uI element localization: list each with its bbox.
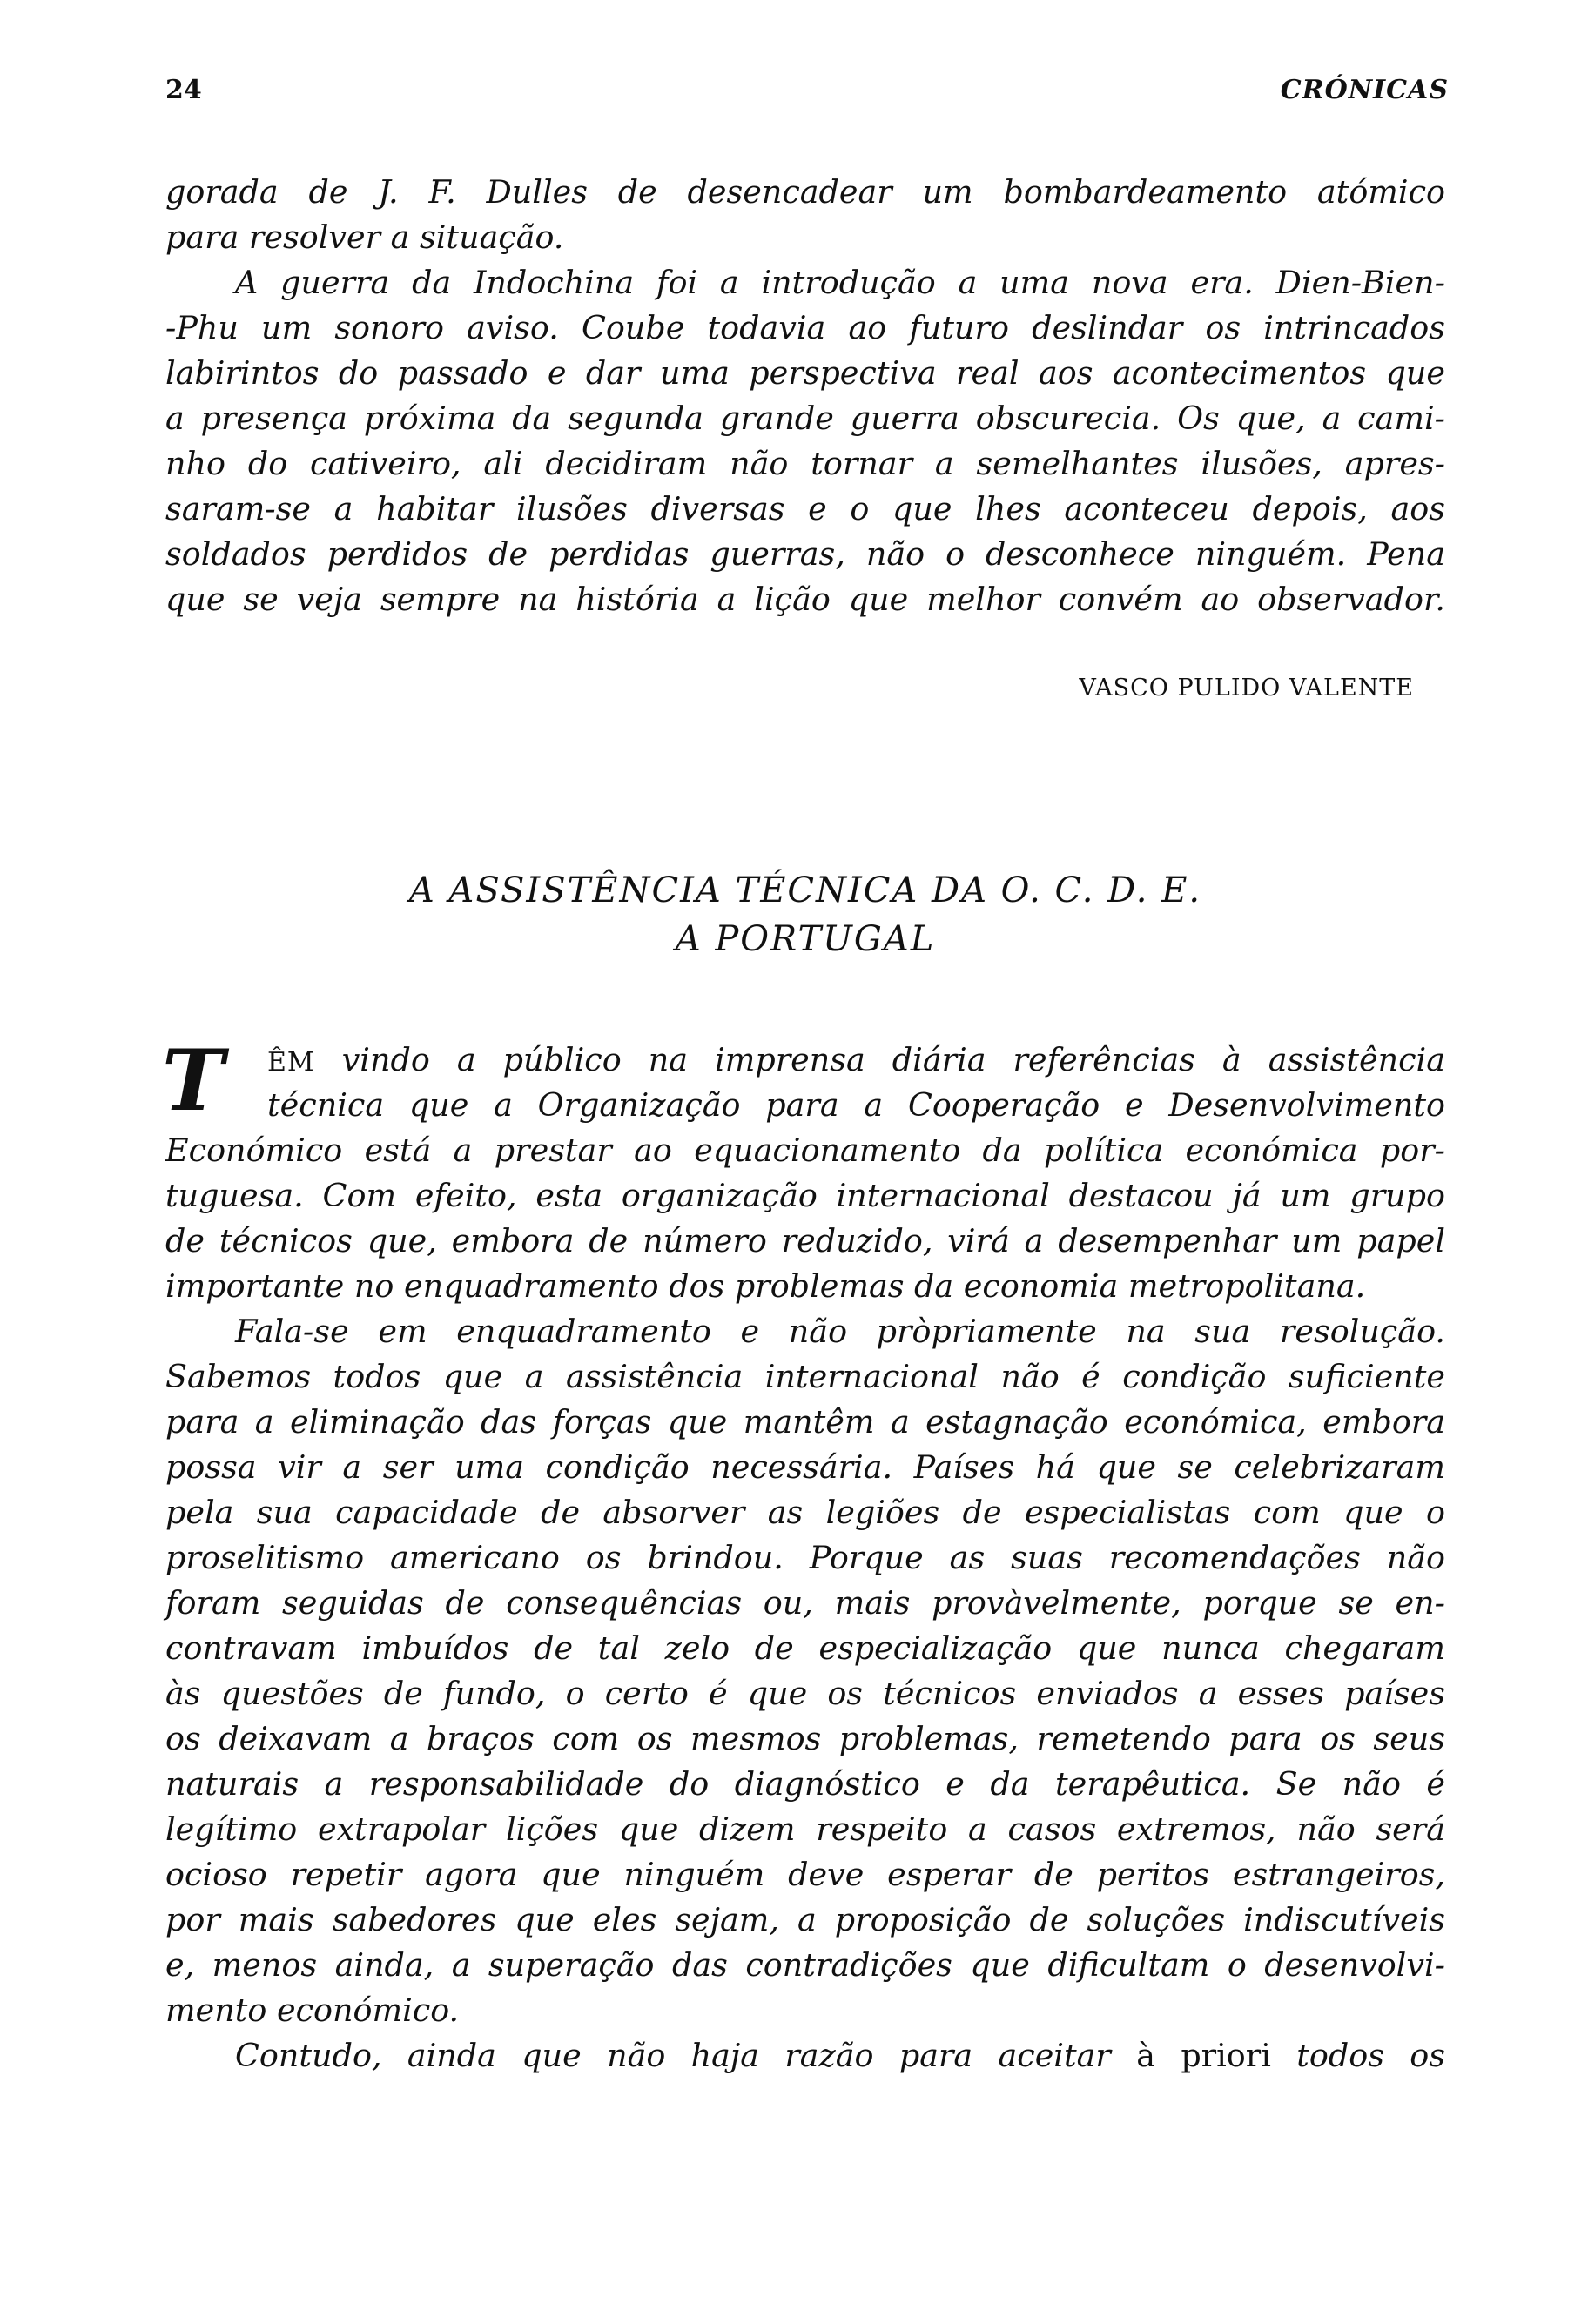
text-fragment: todos os bbox=[1296, 2037, 1446, 2074]
text-line bbox=[165, 2033, 1445, 2079]
article-body bbox=[162, 1031, 1446, 2079]
drop-cap: T bbox=[162, 1031, 225, 1130]
article-title-line: A PORTUGAL bbox=[675, 919, 936, 959]
text-line: foram seguidas de consequências ou, mais provàvelmente, porque se en- bbox=[165, 1584, 1445, 1622]
text-line: Fala-se em enquadramento e não pròpriamente na sua resolução. bbox=[235, 1313, 1445, 1350]
text-line: técnica que a Organização para a Cooperação e Desenvolvimento bbox=[267, 1086, 1445, 1124]
text-line: importante no enquadramento dos problemas da economia metropolitana. bbox=[165, 1267, 1366, 1305]
text-line: pela sua capacidade de absorver as legiões de especialistas com que o bbox=[165, 1494, 1445, 1531]
previous-article-text bbox=[165, 170, 1445, 622]
text-line: A guerra da Indochina foi a introdução a uma nova era. Dien-Bien- bbox=[235, 264, 1445, 301]
text-fragment: vindo a público na imprensa diária referências à assistência bbox=[341, 1041, 1445, 1078]
text-line: às questões de fundo, o certo é que os técnicos enviados a esses países bbox=[165, 1675, 1445, 1712]
text-line: para resolver a situação. bbox=[165, 218, 564, 256]
running-head bbox=[165, 75, 1449, 110]
text-line: contravam imbuídos de tal zelo de especialização que nunca chegaram bbox=[165, 1629, 1445, 1667]
article-title-line: A ASSISTÊNCIA TÉCNICA DA O. C. D. E. bbox=[408, 870, 1202, 910]
text-line: para a eliminação das forças que mantêm a estagnação económica, embora bbox=[165, 1403, 1445, 1441]
text-line: naturais a responsabilidade do diagnóstico e da terapêutica. Se não é bbox=[165, 1765, 1445, 1803]
first-word: ÊM bbox=[267, 1047, 315, 1078]
text-line: por mais sabedores que eles sejam, a proposição de soluções indiscutíveis bbox=[165, 1901, 1445, 1938]
text-line bbox=[165, 1038, 1445, 1083]
article-title bbox=[165, 866, 1445, 964]
text-line: a presença próxima da segunda grande guerra obscurecia. Os que, a cami- bbox=[165, 400, 1445, 437]
text-line: legítimo extrapolar lições que dizem respeito a casos extremos, não será bbox=[165, 1810, 1445, 1848]
paragraph bbox=[165, 2033, 1445, 2079]
text-line: gorada de J. F. Dulles de desencadear um bombardeamento atómico bbox=[165, 173, 1445, 211]
text-line: Económico está a prestar ao equacionamento da política económica por- bbox=[165, 1132, 1445, 1169]
text-fragment: Contudo, ainda que não haja razão para aceitar bbox=[235, 2037, 1111, 2074]
upright-phrase: à priori bbox=[1136, 2037, 1271, 2074]
section-title: CRÓNICAS bbox=[1280, 75, 1449, 105]
text-line: os deixavam a braços com os mesmos problemas, remetendo para os seus bbox=[165, 1720, 1445, 1757]
text-line: de técnicos que, embora de número reduzido, virá a desempenhar um papel bbox=[165, 1222, 1445, 1259]
author-signature: VASCO PULIDO VALENTE bbox=[1079, 675, 1414, 702]
text-line: labirintos do passado e dar uma perspectiva real aos acontecimentos que bbox=[165, 354, 1445, 392]
text-line: saram-se a habitar ilusões diversas e o que lhes aconteceu depois, aos bbox=[165, 490, 1445, 527]
page-number: 24 bbox=[165, 75, 202, 105]
text-line: proselitismo americano os brindou. Porque as suas recomendações não bbox=[165, 1539, 1445, 1576]
text-line: e, menos ainda, a superação das contradições que dificultam o desenvolvi- bbox=[165, 1946, 1445, 1984]
text-line: nho do cativeiro, ali decidiram não tornar a semelhantes ilusões, apres- bbox=[165, 445, 1445, 482]
paragraph bbox=[165, 1309, 1445, 2033]
text-line: tuguesa. Com efeito, esta organização internacional destacou já um grupo bbox=[165, 1177, 1445, 1214]
paragraph bbox=[162, 1031, 1445, 1309]
text-line: Sabemos todos que a assistência internacional não é condição suficiente bbox=[165, 1358, 1445, 1395]
text-line: -Phu um sonoro aviso. Coube todavia ao futuro deslindar os intrincados bbox=[165, 309, 1445, 346]
text-line: soldados perdidos de perdidas guerras, não o desconhece ninguém. Pena bbox=[165, 535, 1445, 573]
text-line: que se veja sempre na história a lição que melhor convém ao observador. bbox=[165, 581, 1445, 618]
text-line: ocioso repetir agora que ninguém deve esperar de peritos estrangeiros, bbox=[165, 1856, 1445, 1893]
text-line: mento económico. bbox=[165, 1992, 460, 2029]
text-line: possa vir a ser uma condição necessária. Países há que se celebrizaram bbox=[165, 1448, 1445, 1486]
